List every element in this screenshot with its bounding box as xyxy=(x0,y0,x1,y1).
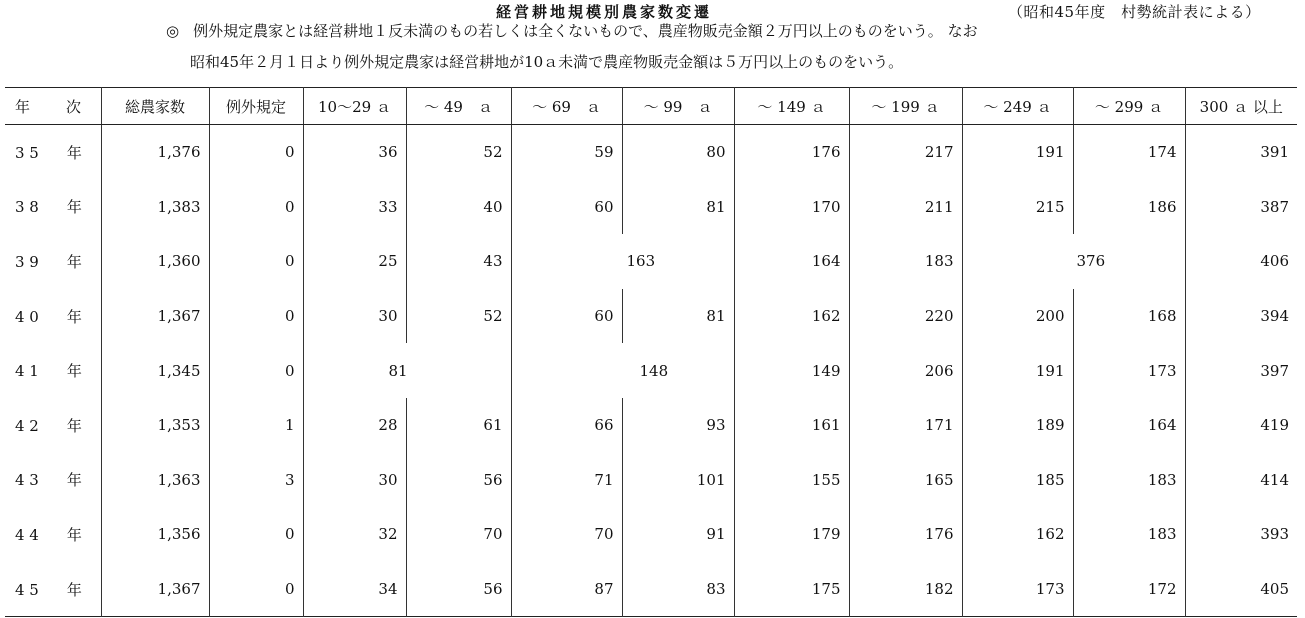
c2-cell: 52 xyxy=(406,125,511,180)
exception-cell: 0 xyxy=(209,289,303,344)
c2-cell: 70 xyxy=(406,507,511,562)
c5-cell: 161 xyxy=(734,398,849,453)
c7-8-merged-cell: 376 xyxy=(962,234,1185,289)
page-title: 経営耕地規模別農家数変遷 xyxy=(496,3,713,21)
c7-cell: 215 xyxy=(962,180,1073,235)
note-line-1-text: 例外規定農家とは経営耕地１反未満のもの若しくは全くないもので、農産物販売金額２万円以上のものをいう。 なお xyxy=(193,22,978,40)
note-line-2: 昭和45年２月１日より例外規定農家は経営耕地が10ａ未満で農産物販売金額は５万円以上のものをいう。 xyxy=(190,53,904,71)
c9-cell: 405 xyxy=(1185,562,1297,617)
header-row xyxy=(5,88,1297,125)
total-cell: 1,345 xyxy=(101,343,209,398)
c9-cell: 391 xyxy=(1185,125,1297,180)
year-cell: 4 5 年 xyxy=(15,580,82,599)
c7-cell: 191 xyxy=(962,343,1073,398)
c4-cell: 93 xyxy=(622,398,734,453)
c2-cell: 56 xyxy=(406,562,511,617)
c1-cell: 30 xyxy=(303,453,406,508)
year-cell: 4 0 年 xyxy=(15,307,82,326)
c8-cell: 172 xyxy=(1073,562,1185,617)
c4-cell: 80 xyxy=(622,125,734,180)
c1-cell: 25 xyxy=(303,234,406,289)
total-cell: 1,356 xyxy=(101,507,209,562)
table-row xyxy=(5,234,1297,289)
c2-cell: 43 xyxy=(406,234,511,289)
header-c5: ～ 149 ａ xyxy=(734,88,849,125)
c9-cell: 414 xyxy=(1185,453,1297,508)
year-cell: 4 1 年 xyxy=(15,362,82,381)
c1-2-merged-cell: 81 xyxy=(303,343,511,398)
c8-cell: 164 xyxy=(1073,398,1185,453)
table-row xyxy=(5,398,1297,453)
c3-cell: 66 xyxy=(511,398,622,453)
table-row xyxy=(5,343,1297,398)
table-row xyxy=(5,289,1297,344)
header-c1: 10～29 ａ xyxy=(303,88,406,125)
note-line-1 xyxy=(166,20,978,41)
exception-cell: 0 xyxy=(209,507,303,562)
total-cell: 1,367 xyxy=(101,289,209,344)
c8-cell: 174 xyxy=(1073,125,1185,180)
table-row xyxy=(5,453,1297,508)
c2-cell: 40 xyxy=(406,180,511,235)
c5-cell: 176 xyxy=(734,125,849,180)
exception-cell: 0 xyxy=(209,562,303,617)
c5-cell: 179 xyxy=(734,507,849,562)
c9-cell: 397 xyxy=(1185,343,1297,398)
exception-cell: 0 xyxy=(209,234,303,289)
header-year: 年 次 xyxy=(5,88,101,125)
c2-cell: 56 xyxy=(406,453,511,508)
c8-cell: 186 xyxy=(1073,180,1185,235)
table-row xyxy=(5,562,1297,617)
c7-cell: 185 xyxy=(962,453,1073,508)
page-header xyxy=(0,0,1305,80)
c7-cell: 200 xyxy=(962,289,1073,344)
c6-cell: 165 xyxy=(849,453,962,508)
total-cell: 1,383 xyxy=(101,180,209,235)
year-cell: 4 4 年 xyxy=(15,525,82,544)
header-total: 総農家数 xyxy=(101,88,209,125)
c3-cell: 60 xyxy=(511,180,622,235)
c4-cell: 81 xyxy=(622,180,734,235)
year-cell: 4 3 年 xyxy=(15,471,82,490)
year-cell: 3 5 年 xyxy=(15,143,82,162)
c3-4-merged-cell: 163 xyxy=(511,234,734,289)
c1-cell: 30 xyxy=(303,289,406,344)
c6-cell: 171 xyxy=(849,398,962,453)
c9-cell: 387 xyxy=(1185,180,1297,235)
year-cell: 4 2 年 xyxy=(15,416,82,435)
c3-cell: 70 xyxy=(511,507,622,562)
table-row xyxy=(5,125,1297,180)
c5-cell: 155 xyxy=(734,453,849,508)
c5-cell: 170 xyxy=(734,180,849,235)
c3-cell: 60 xyxy=(511,289,622,344)
farm-size-table xyxy=(5,87,1297,617)
c3-4-merged-cell: 148 xyxy=(511,343,734,398)
c4-cell: 91 xyxy=(622,507,734,562)
c1-cell: 32 xyxy=(303,507,406,562)
exception-cell: 0 xyxy=(209,180,303,235)
total-cell: 1,376 xyxy=(101,125,209,180)
year-cell: 3 9 年 xyxy=(15,252,82,271)
c1-cell: 28 xyxy=(303,398,406,453)
c5-cell: 164 xyxy=(734,234,849,289)
c1-cell: 33 xyxy=(303,180,406,235)
total-cell: 1,363 xyxy=(101,453,209,508)
c7-cell: 191 xyxy=(962,125,1073,180)
c6-cell: 220 xyxy=(849,289,962,344)
c8-cell: 183 xyxy=(1073,453,1185,508)
c5-cell: 162 xyxy=(734,289,849,344)
c4-cell: 101 xyxy=(622,453,734,508)
exception-cell: 3 xyxy=(209,453,303,508)
header-c2: ～ 49 ａ xyxy=(406,88,511,125)
source-note: （昭和45年度 村勢統計表による） xyxy=(1008,3,1261,21)
c1-cell: 36 xyxy=(303,125,406,180)
header-c3: ～ 69 ａ xyxy=(511,88,622,125)
exception-cell: 0 xyxy=(209,343,303,398)
c8-cell: 173 xyxy=(1073,343,1185,398)
header-c9: 300 ａ 以上 xyxy=(1185,88,1297,125)
header-c8: ～ 299 ａ xyxy=(1073,88,1185,125)
c3-cell: 71 xyxy=(511,453,622,508)
exception-cell: 1 xyxy=(209,398,303,453)
double-circle-icon: ◎ xyxy=(166,22,180,40)
c2-cell: 52 xyxy=(406,289,511,344)
year-cell: 3 8 年 xyxy=(15,198,82,217)
c3-cell: 87 xyxy=(511,562,622,617)
c4-cell: 81 xyxy=(622,289,734,344)
c5-cell: 175 xyxy=(734,562,849,617)
exception-cell: 0 xyxy=(209,125,303,180)
c9-cell: 394 xyxy=(1185,289,1297,344)
total-cell: 1,360 xyxy=(101,234,209,289)
c7-cell: 189 xyxy=(962,398,1073,453)
table-row xyxy=(5,507,1297,562)
header-exception: 例外規定 xyxy=(209,88,303,125)
c9-cell: 393 xyxy=(1185,507,1297,562)
c4-cell: 83 xyxy=(622,562,734,617)
c7-cell: 162 xyxy=(962,507,1073,562)
header-c4: ～ 99 ａ xyxy=(622,88,734,125)
c8-cell: 183 xyxy=(1073,507,1185,562)
c6-cell: 211 xyxy=(849,180,962,235)
table-row xyxy=(5,180,1297,235)
c2-cell: 61 xyxy=(406,398,511,453)
c7-cell: 173 xyxy=(962,562,1073,617)
header-c7: ～ 249 ａ xyxy=(962,88,1073,125)
c9-cell: 406 xyxy=(1185,234,1297,289)
total-cell: 1,367 xyxy=(101,562,209,617)
c6-cell: 183 xyxy=(849,234,962,289)
header-c6: ～ 199 ａ xyxy=(849,88,962,125)
c6-cell: 176 xyxy=(849,507,962,562)
c5-cell: 149 xyxy=(734,343,849,398)
c6-cell: 206 xyxy=(849,343,962,398)
c6-cell: 182 xyxy=(849,562,962,617)
c9-cell: 419 xyxy=(1185,398,1297,453)
c1-cell: 34 xyxy=(303,562,406,617)
c6-cell: 217 xyxy=(849,125,962,180)
c8-cell: 168 xyxy=(1073,289,1185,344)
c3-cell: 59 xyxy=(511,125,622,180)
total-cell: 1,353 xyxy=(101,398,209,453)
